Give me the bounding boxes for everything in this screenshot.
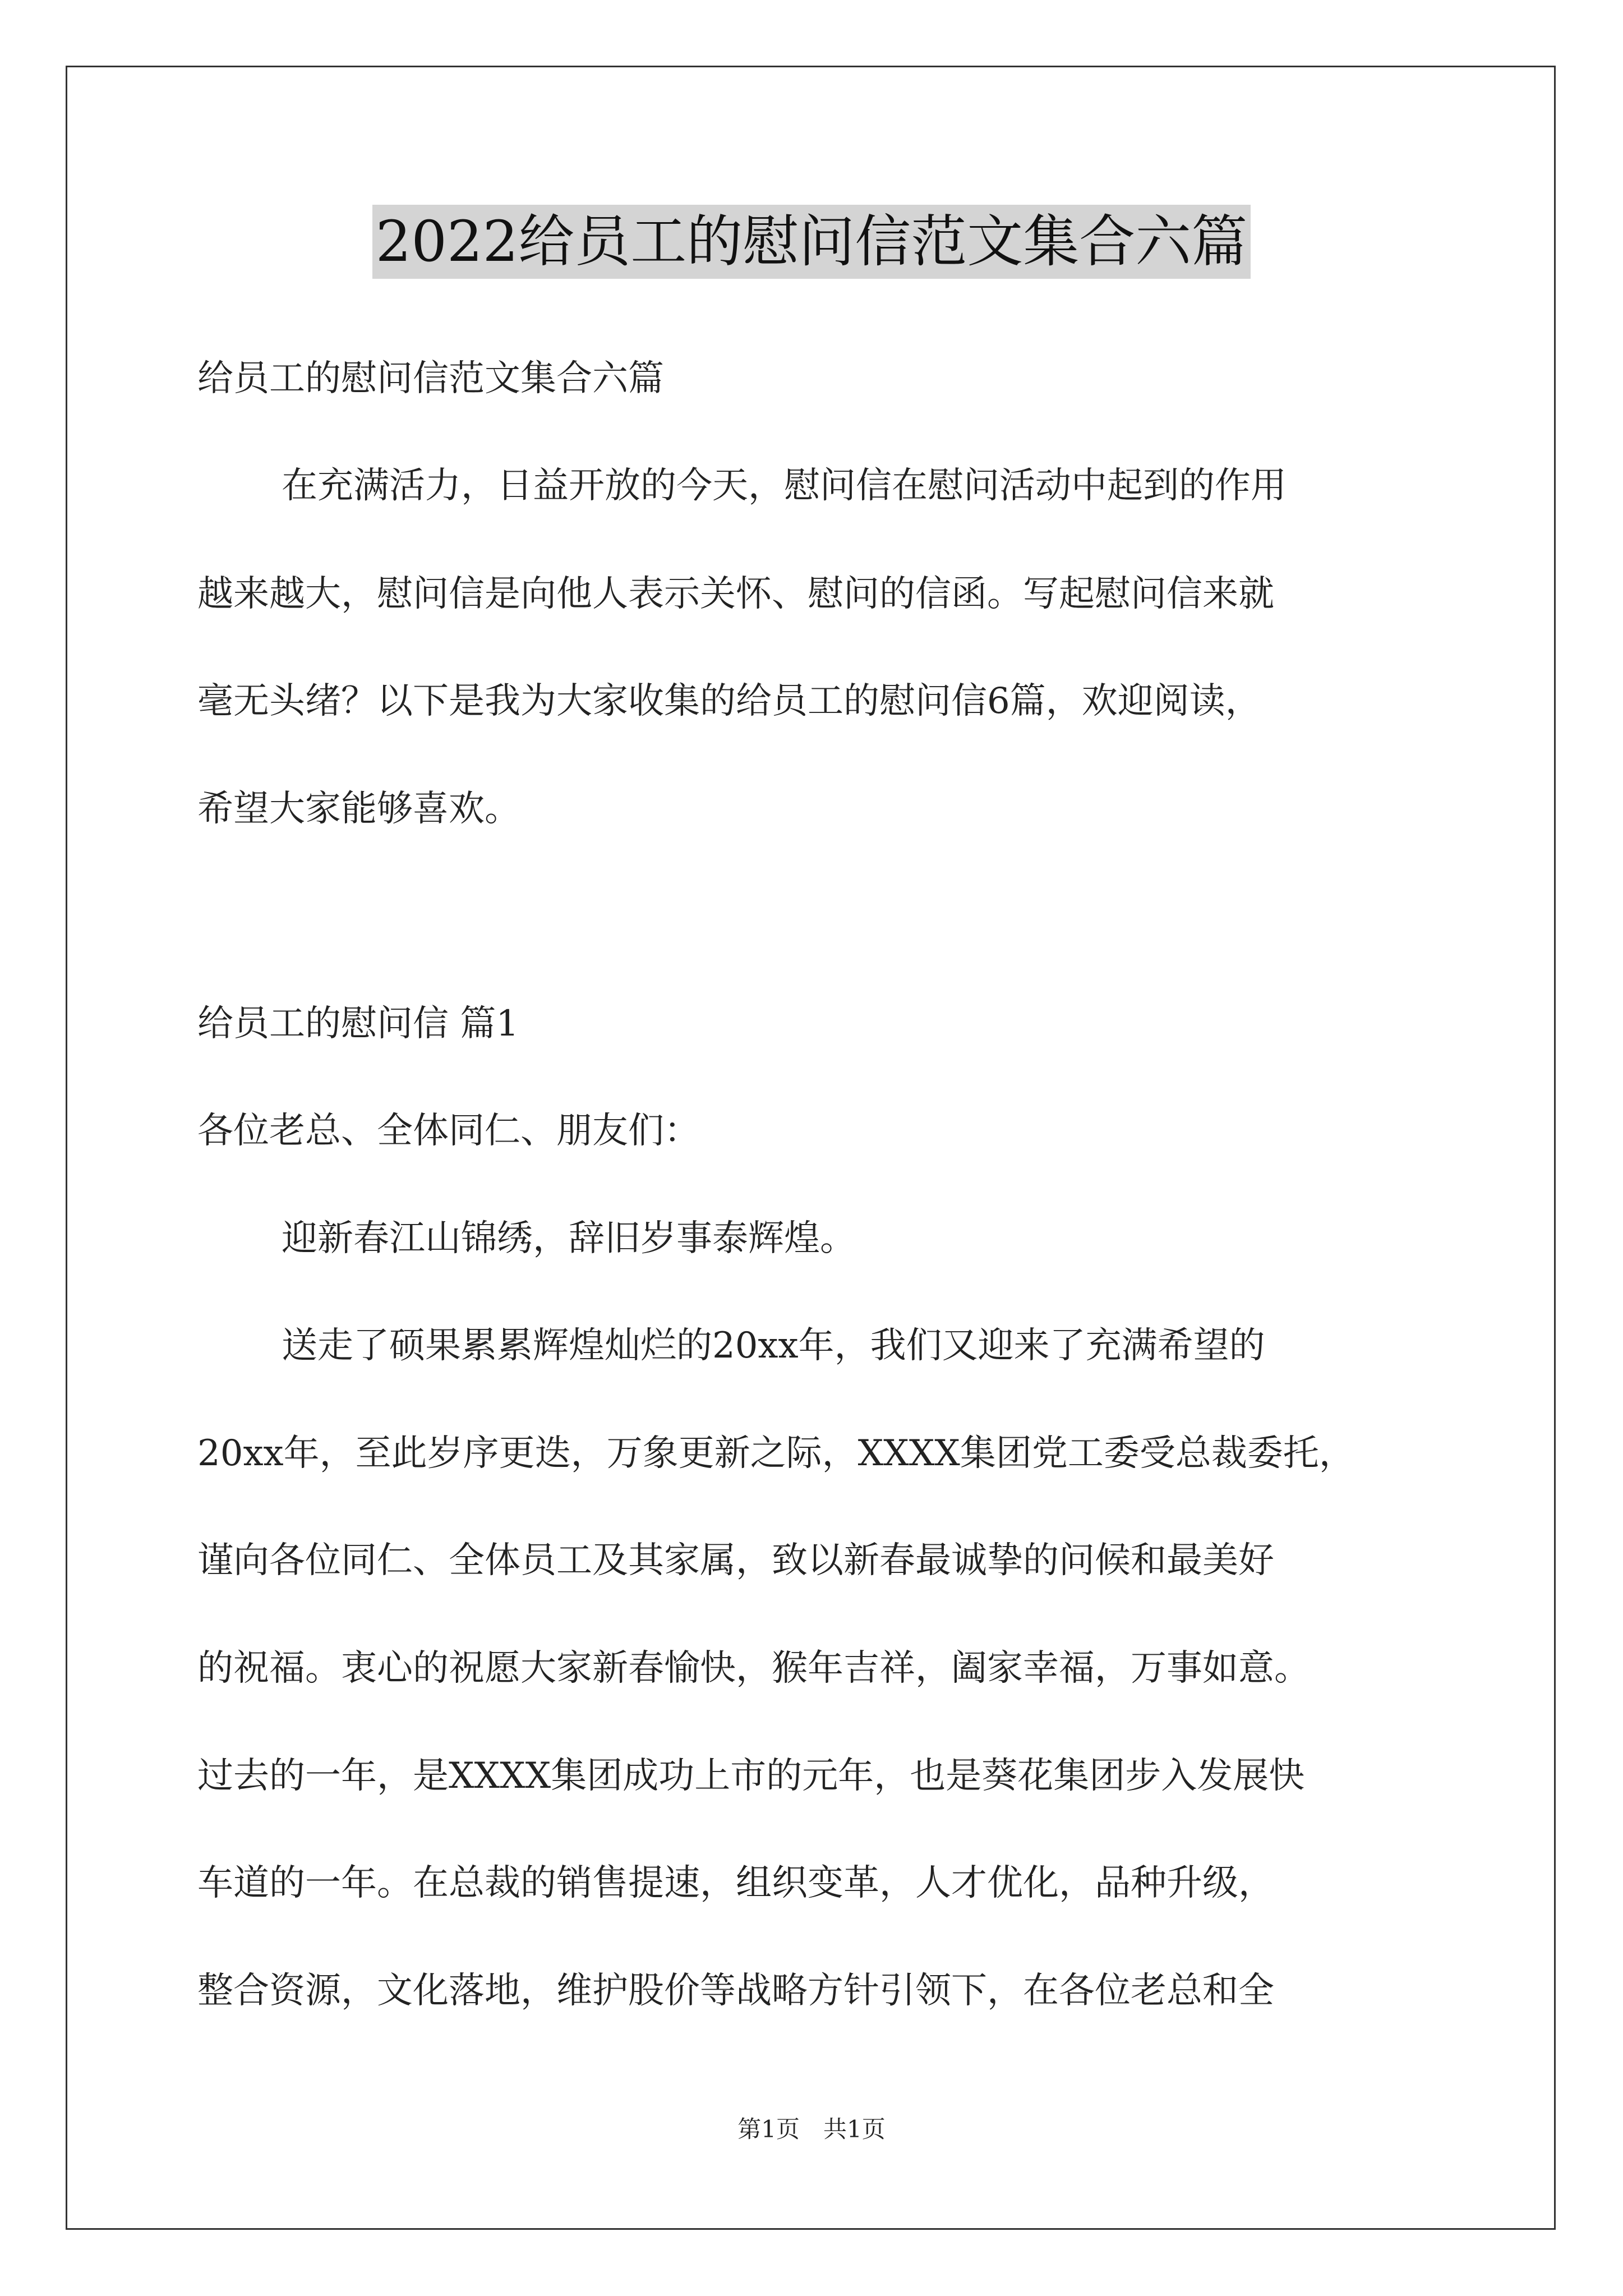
section-heading: 给员工的慰问信 篇1 (197, 1003, 519, 1045)
body-line: 毫无头绪？以下是我为大家收集的给员工的慰问信6篇，欢迎阅读， (197, 680, 1261, 722)
body-line: 希望大家能够喜欢。 (197, 788, 520, 830)
document-title: 2022给员工的慰问信范文集合六篇 (372, 205, 1251, 279)
body-line: 过去的一年，是XXXX集团成功上市的元年，也是葵花集团步入发展快 (197, 1755, 1305, 1797)
title-container (0, 205, 1623, 279)
body-line: 在充满活力，日益开放的今天，慰问信在慰问活动中起到的作用 (282, 465, 1287, 507)
body-line: 20xx年，至此岁序更迭，万象更新之际，XXXX集团党工委受总裁委托， (197, 1433, 1355, 1474)
body-line: 越来越大，慰问信是向他人表示关怀、慰问的信函。写起慰问信来就 (197, 573, 1274, 615)
subtitle-line: 给员工的慰问信范文集合六篇 (197, 358, 664, 399)
body-line: 车道的一年。在总裁的销售提速，组织变革，人才优化，品种升级， (197, 1862, 1274, 1904)
body-line: 送走了硕果累累辉煌灿烂的20xx年，我们又迎来了充满希望的 (282, 1325, 1265, 1366)
body-line: 谨向各位同仁、全体员工及其家属，致以新春最诚挚的问候和最美好 (197, 1540, 1274, 1581)
body-line: 的祝福。衷心的祝愿大家新春愉快，猴年吉祥，阖家幸福，万事如意。 (197, 1648, 1310, 1689)
salutation-line: 各位老总、全体同仁、朋友们： (197, 1110, 700, 1152)
page-number-footer: 第1页 共1页 (737, 2115, 886, 2143)
body-line: 整合资源，文化落地，维护股价等战略方针引领下，在各位老总和全 (197, 1970, 1274, 2012)
body-line: 迎新春江山锦绣，辞旧岁事泰辉煌。 (282, 1218, 856, 1259)
